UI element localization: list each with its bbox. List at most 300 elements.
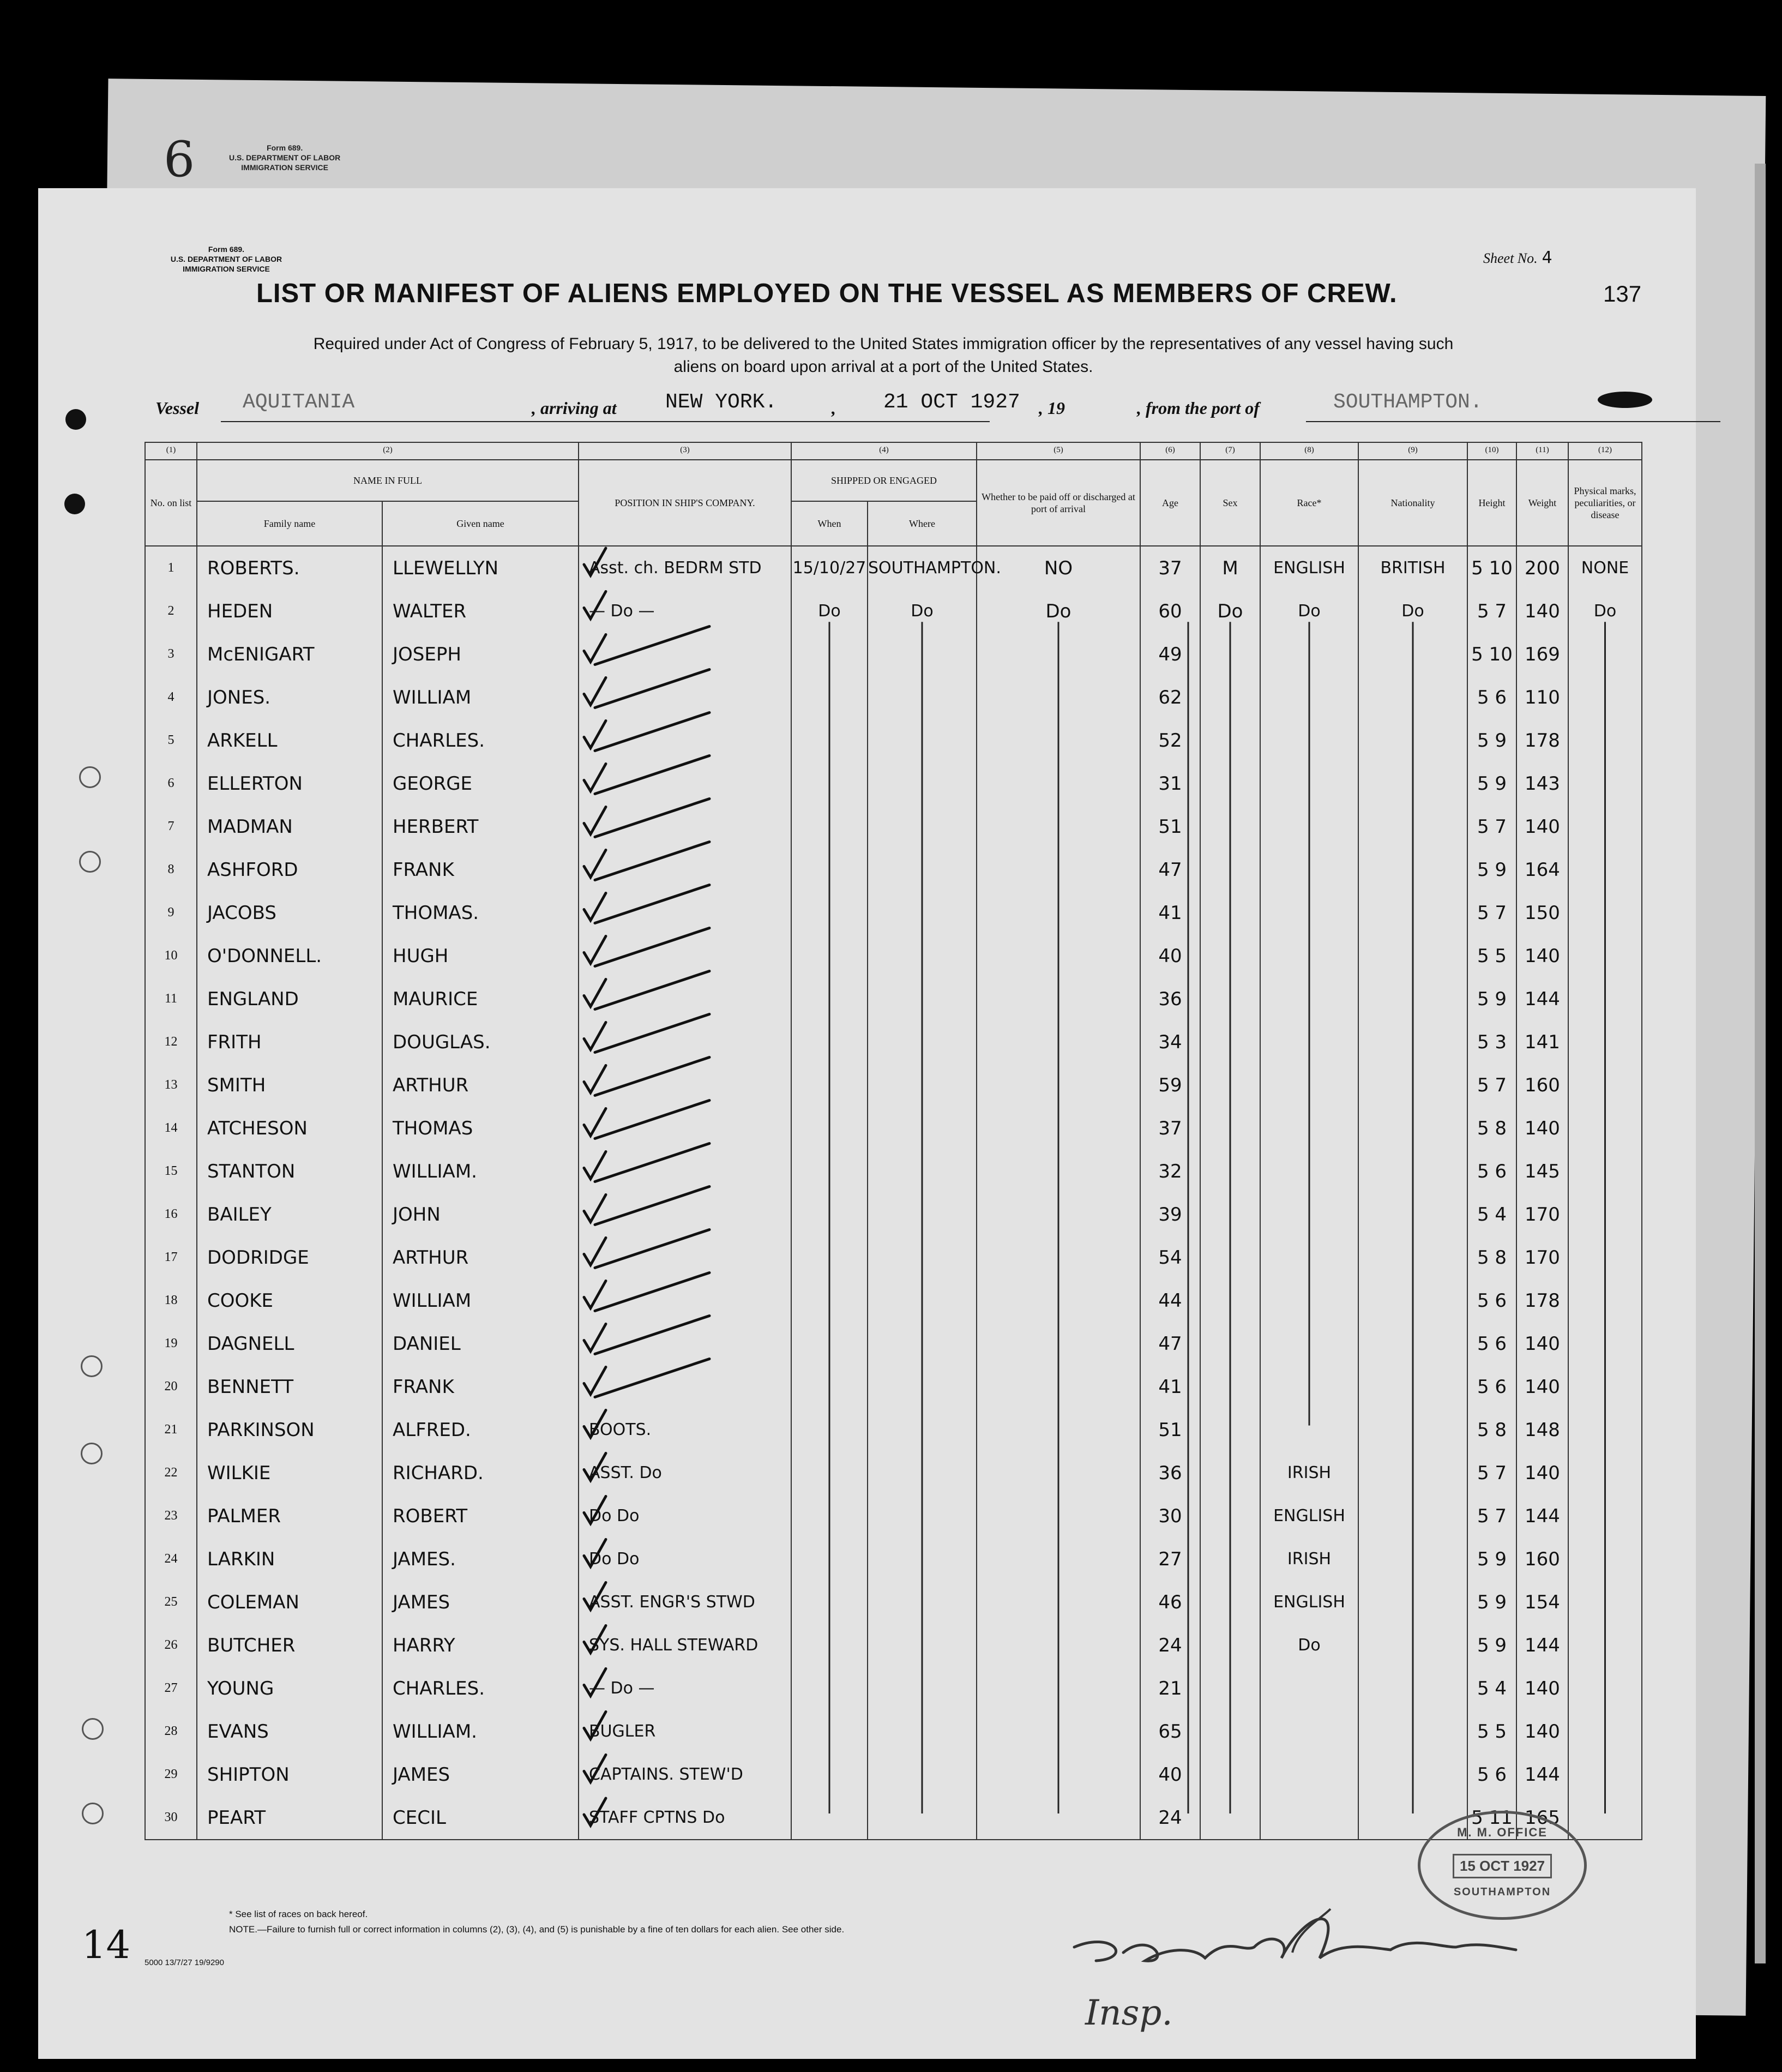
cell-sex xyxy=(1200,676,1260,719)
cell-sex xyxy=(1200,1710,1260,1753)
cell-position: Do Do xyxy=(579,1494,791,1538)
cell-height: 5 7 xyxy=(1467,805,1516,848)
cell-when xyxy=(791,805,868,848)
cell-physical xyxy=(1568,1193,1642,1236)
cell-physical xyxy=(1568,1020,1642,1064)
cell-physical: Do xyxy=(1568,590,1642,633)
cell-nationality xyxy=(1358,1020,1467,1064)
cell-given: FRANK xyxy=(382,848,579,891)
cell-no: 15 xyxy=(145,1150,197,1193)
cell-weight: 160 xyxy=(1516,1064,1568,1107)
cell-race xyxy=(1260,1365,1358,1408)
cell-position xyxy=(579,633,791,676)
cell-physical xyxy=(1568,676,1642,719)
cell-given: ARTHUR xyxy=(382,1236,579,1279)
cell-physical xyxy=(1568,805,1642,848)
header-position: POSITION IN SHIP'S COMPANY. xyxy=(579,460,791,546)
cell-age: 51 xyxy=(1140,1408,1200,1451)
cell-age: 65 xyxy=(1140,1710,1200,1753)
cell-no: 24 xyxy=(145,1538,197,1581)
cell-nationality xyxy=(1358,1451,1467,1494)
cell-race xyxy=(1260,1020,1358,1064)
cell-where: SOUTHAMPTON. xyxy=(868,546,977,590)
cell-family: COLEMAN xyxy=(197,1581,382,1624)
cell-sex xyxy=(1200,934,1260,977)
cell-physical: NONE xyxy=(1568,546,1642,590)
cell-height: 5 8 xyxy=(1467,1236,1516,1279)
cell-physical xyxy=(1568,1624,1642,1667)
cell-where xyxy=(868,1236,977,1279)
table-row xyxy=(145,848,1642,891)
cell-physical xyxy=(1568,977,1642,1020)
cell-nationality xyxy=(1358,805,1467,848)
crew-table xyxy=(145,442,1642,1840)
cell-no: 27 xyxy=(145,1667,197,1710)
cell-when xyxy=(791,1494,868,1538)
cell-height: 5 8 xyxy=(1467,1408,1516,1451)
cell-when xyxy=(791,719,868,762)
cell-no: 12 xyxy=(145,1020,197,1064)
cell-paid xyxy=(977,1796,1140,1840)
cell-age: 62 xyxy=(1140,676,1200,719)
cell-race xyxy=(1260,1322,1358,1365)
cell-family: SMITH xyxy=(197,1064,382,1107)
binder-hole xyxy=(81,1443,103,1464)
cell-weight: 200 xyxy=(1516,546,1568,590)
cell-when xyxy=(791,1150,868,1193)
cell-weight: 170 xyxy=(1516,1193,1568,1236)
cell-height: 5 7 xyxy=(1467,891,1516,934)
cell-race xyxy=(1260,848,1358,891)
cell-given: DANIEL xyxy=(382,1322,579,1365)
cell-position: BOOTS. xyxy=(579,1408,791,1451)
col-3-number: (3) xyxy=(579,442,791,460)
cell-given: ALFRED. xyxy=(382,1408,579,1451)
cell-given: CECIL xyxy=(382,1796,579,1840)
cell-age: 37 xyxy=(1140,546,1200,590)
cell-paid xyxy=(977,848,1140,891)
cell-race xyxy=(1260,633,1358,676)
table-row xyxy=(145,1236,1642,1279)
arriving-label: , arriving at xyxy=(532,398,617,418)
cell-no: 8 xyxy=(145,848,197,891)
table-row xyxy=(145,1365,1642,1408)
cell-race xyxy=(1260,1796,1358,1840)
table-row xyxy=(145,1451,1642,1494)
cell-family: ELLERTON xyxy=(197,762,382,805)
cell-physical xyxy=(1568,762,1642,805)
cell-family: ENGLAND xyxy=(197,977,382,1020)
cell-no: 3 xyxy=(145,633,197,676)
cell-family: DAGNELL xyxy=(197,1322,382,1365)
cell-family: JACOBS xyxy=(197,891,382,934)
cell-paid xyxy=(977,891,1140,934)
cell-nationality xyxy=(1358,848,1467,891)
cell-age: 60 xyxy=(1140,590,1200,633)
cell-race xyxy=(1260,1107,1358,1150)
binder-hole xyxy=(65,409,86,430)
table-row xyxy=(145,1279,1642,1322)
cell-when xyxy=(791,1064,868,1107)
cell-no: 9 xyxy=(145,891,197,934)
cell-given: ROBERT xyxy=(382,1494,579,1538)
cell-age: 27 xyxy=(1140,1538,1200,1581)
cell-when xyxy=(791,1408,868,1451)
cell-nationality xyxy=(1358,719,1467,762)
cell-given: JOHN xyxy=(382,1193,579,1236)
cell-paid xyxy=(977,1365,1140,1408)
cell-when xyxy=(791,1279,868,1322)
cell-weight: 140 xyxy=(1516,1365,1568,1408)
header-race: Race* xyxy=(1260,460,1358,546)
cell-no: 10 xyxy=(145,934,197,977)
cell-given: WILLIAM. xyxy=(382,1710,579,1753)
cell-family: O'DONNELL. xyxy=(197,934,382,977)
cell-no: 13 xyxy=(145,1064,197,1107)
cell-where xyxy=(868,891,977,934)
cell-nationality xyxy=(1358,1150,1467,1193)
table-row xyxy=(145,1753,1642,1796)
cell-no: 7 xyxy=(145,805,197,848)
cell-paid xyxy=(977,934,1140,977)
cell-family: PEART xyxy=(197,1796,382,1840)
cell-where xyxy=(868,1107,977,1150)
header-weight: Weight xyxy=(1516,460,1568,546)
cell-where xyxy=(868,1365,977,1408)
cell-sex xyxy=(1200,1064,1260,1107)
cell-position xyxy=(579,1322,791,1365)
cell-position xyxy=(579,1236,791,1279)
cell-when xyxy=(791,762,868,805)
cell-weight: 164 xyxy=(1516,848,1568,891)
cell-sex xyxy=(1200,848,1260,891)
cell-age: 36 xyxy=(1140,977,1200,1020)
table-row xyxy=(145,1408,1642,1451)
cell-race: IRISH xyxy=(1260,1538,1358,1581)
cell-paid xyxy=(977,1107,1140,1150)
binder-hole xyxy=(82,1803,104,1824)
cell-sex xyxy=(1200,805,1260,848)
cell-sex xyxy=(1200,1624,1260,1667)
header-when: When xyxy=(791,501,868,546)
cell-physical xyxy=(1568,891,1642,934)
cell-nationality xyxy=(1358,1064,1467,1107)
table-row xyxy=(145,1020,1642,1064)
cell-when xyxy=(791,1322,868,1365)
cell-age: 24 xyxy=(1140,1796,1200,1840)
cell-where xyxy=(868,1624,977,1667)
cell-weight: 140 xyxy=(1516,1322,1568,1365)
cell-weight: 144 xyxy=(1516,1494,1568,1538)
table-row xyxy=(145,633,1642,676)
cell-weight: 140 xyxy=(1516,934,1568,977)
header-paid-off: Whether to be paid off or discharged at port of arrival xyxy=(977,460,1140,546)
cell-family: PALMER xyxy=(197,1494,382,1538)
cell-where xyxy=(868,977,977,1020)
table-row xyxy=(145,977,1642,1020)
cell-position: Asst. ch. BEDRM STD xyxy=(579,546,791,590)
cell-paid xyxy=(977,805,1140,848)
cell-physical xyxy=(1568,1408,1642,1451)
cell-paid xyxy=(977,1236,1140,1279)
cell-when xyxy=(791,633,868,676)
cell-family: ROBERTS. xyxy=(197,546,382,590)
cell-race: Do xyxy=(1260,1624,1358,1667)
cell-sex xyxy=(1200,1408,1260,1451)
cell-position xyxy=(579,1020,791,1064)
footer-note-races: * See list of races on back hereof. xyxy=(229,1909,368,1919)
header-given-name: Given name xyxy=(382,501,579,546)
cell-sex xyxy=(1200,1581,1260,1624)
cell-position: CAPTAINS. STEW'D xyxy=(579,1753,791,1796)
cell-physical xyxy=(1568,1494,1642,1538)
cell-age: 39 xyxy=(1140,1193,1200,1236)
cell-physical xyxy=(1568,1236,1642,1279)
cell-weight: 160 xyxy=(1516,1538,1568,1581)
cell-family: JONES. xyxy=(197,676,382,719)
cell-family: MADMAN xyxy=(197,805,382,848)
cell-position: SYS. HALL STEWARD xyxy=(579,1624,791,1667)
cell-sex xyxy=(1200,633,1260,676)
cell-no: 6 xyxy=(145,762,197,805)
cell-nationality xyxy=(1358,1236,1467,1279)
cell-weight: 144 xyxy=(1516,1624,1568,1667)
cell-race: ENGLISH xyxy=(1260,546,1358,590)
cell-position xyxy=(579,1150,791,1193)
table-row xyxy=(145,1667,1642,1710)
office-stamp: M. M. OFFICE 15 OCT 1927 SOUTHAMPTON xyxy=(1418,1811,1587,1920)
cell-sex: Do xyxy=(1200,590,1260,633)
col-11-number: (11) xyxy=(1516,442,1568,460)
cell-given: WALTER xyxy=(382,590,579,633)
cell-nationality xyxy=(1358,1581,1467,1624)
cell-when xyxy=(791,1538,868,1581)
cell-no: 30 xyxy=(145,1796,197,1840)
cell-when xyxy=(791,848,868,891)
cell-where xyxy=(868,934,977,977)
cell-paid xyxy=(977,1538,1140,1581)
cell-physical xyxy=(1568,1581,1642,1624)
col-6-number: (6) xyxy=(1140,442,1200,460)
year-label: , 19 xyxy=(1039,398,1065,418)
cell-height: 5 7 xyxy=(1467,1494,1516,1538)
page-number: 137 xyxy=(1603,281,1642,307)
table-row xyxy=(145,719,1642,762)
cell-sex xyxy=(1200,977,1260,1020)
table-row xyxy=(145,1581,1642,1624)
cell-given: HUGH xyxy=(382,934,579,977)
cell-age: 51 xyxy=(1140,805,1200,848)
back-sheet-mark: 6 xyxy=(164,131,195,188)
cell-physical xyxy=(1568,1107,1642,1150)
table-row xyxy=(145,1064,1642,1107)
cell-height: 5 6 xyxy=(1467,1279,1516,1322)
cell-physical xyxy=(1568,1322,1642,1365)
cell-family: DODRIDGE xyxy=(197,1236,382,1279)
vessel-label: Vessel xyxy=(155,398,199,418)
cell-height: 5 11 xyxy=(1467,1796,1516,1840)
cell-height: 5 9 xyxy=(1467,1624,1516,1667)
table-row xyxy=(145,546,1642,590)
cell-paid xyxy=(977,1710,1140,1753)
cell-no: 25 xyxy=(145,1581,197,1624)
cell-sex xyxy=(1200,1753,1260,1796)
cell-position: ASST. Do xyxy=(579,1451,791,1494)
cell-race xyxy=(1260,1753,1358,1796)
header-height: Height xyxy=(1467,460,1516,546)
footer-note-penalty: NOTE.—Failure to furnish full or correct information in columns (2), (3), (4), and (5) is punishable by a fine of ten dollars for each alien. See other side. xyxy=(229,1924,845,1935)
cell-when xyxy=(791,1451,868,1494)
cell-physical xyxy=(1568,633,1642,676)
cell-sex xyxy=(1200,719,1260,762)
cell-height: 5 3 xyxy=(1467,1020,1516,1064)
cell-sex xyxy=(1200,891,1260,934)
cell-age: 47 xyxy=(1140,1322,1200,1365)
cell-weight: 150 xyxy=(1516,891,1568,934)
cell-given: WILLIAM xyxy=(382,676,579,719)
cell-height: 5 6 xyxy=(1467,1753,1516,1796)
cell-paid xyxy=(977,719,1140,762)
cell-no: 2 xyxy=(145,590,197,633)
table-row xyxy=(145,1494,1642,1538)
cell-given: CHARLES. xyxy=(382,719,579,762)
cell-given: JOSEPH xyxy=(382,633,579,676)
cell-where xyxy=(868,1753,977,1796)
binder-hole xyxy=(81,1355,103,1377)
cell-family: STANTON xyxy=(197,1150,382,1193)
col-5-number: (5) xyxy=(977,442,1140,460)
col-8-number: (8) xyxy=(1260,442,1358,460)
cell-given: RICHARD. xyxy=(382,1451,579,1494)
cell-weight: 144 xyxy=(1516,1753,1568,1796)
cell-weight: 165 xyxy=(1516,1796,1568,1840)
cell-paid xyxy=(977,1581,1140,1624)
cell-race xyxy=(1260,934,1358,977)
redaction-blot xyxy=(1598,392,1652,408)
cell-sex xyxy=(1200,1667,1260,1710)
cell-given: JAMES xyxy=(382,1581,579,1624)
cell-age: 34 xyxy=(1140,1020,1200,1064)
col-7-number: (7) xyxy=(1200,442,1260,460)
cell-position: — Do — xyxy=(579,1667,791,1710)
cell-when xyxy=(791,1107,868,1150)
cell-race xyxy=(1260,805,1358,848)
cell-physical xyxy=(1568,1667,1642,1710)
margin-handwritten-number: 14 xyxy=(82,1923,131,1967)
cell-race xyxy=(1260,1408,1358,1451)
cell-family: COOKE xyxy=(197,1279,382,1322)
table-row xyxy=(145,805,1642,848)
cell-race xyxy=(1260,977,1358,1020)
cell-when xyxy=(791,1365,868,1408)
cell-race xyxy=(1260,719,1358,762)
cell-physical xyxy=(1568,1150,1642,1193)
table-row xyxy=(145,1796,1642,1840)
cell-where xyxy=(868,1710,977,1753)
cell-position xyxy=(579,1064,791,1107)
cell-nationality xyxy=(1358,977,1467,1020)
cell-height: 5 7 xyxy=(1467,1451,1516,1494)
cell-race xyxy=(1260,891,1358,934)
cell-family: WILKIE xyxy=(197,1451,382,1494)
cell-nationality xyxy=(1358,1322,1467,1365)
cell-given: FRANK xyxy=(382,1365,579,1408)
cell-weight: 110 xyxy=(1516,676,1568,719)
cell-family: BENNETT xyxy=(197,1365,382,1408)
cell-physical xyxy=(1568,719,1642,762)
header-name-in-full: NAME IN FULL xyxy=(197,460,579,501)
binder-hole xyxy=(82,1718,104,1740)
cell-weight: 140 xyxy=(1516,1107,1568,1150)
cell-where xyxy=(868,1193,977,1236)
cell-where xyxy=(868,719,977,762)
table-row xyxy=(145,590,1642,633)
cell-nationality xyxy=(1358,1408,1467,1451)
table-row xyxy=(145,1624,1642,1667)
cell-sex xyxy=(1200,1150,1260,1193)
cell-sex: M xyxy=(1200,546,1260,590)
table-row xyxy=(145,891,1642,934)
cell-race xyxy=(1260,1667,1358,1710)
cell-age: 31 xyxy=(1140,762,1200,805)
header-sex: Sex xyxy=(1200,460,1260,546)
cell-family: ASHFORD xyxy=(197,848,382,891)
cell-given: WILLIAM xyxy=(382,1279,579,1322)
cell-paid xyxy=(977,1193,1140,1236)
header-where: Where xyxy=(868,501,977,546)
table-row xyxy=(145,1150,1642,1193)
cell-race xyxy=(1260,1710,1358,1753)
cell-weight: 140 xyxy=(1516,1451,1568,1494)
col-10-number: (10) xyxy=(1467,442,1516,460)
cell-given: JAMES. xyxy=(382,1538,579,1581)
cell-position: Do Do xyxy=(579,1538,791,1581)
header-family-name: Family name xyxy=(197,501,382,546)
cell-nationality: BRITISH xyxy=(1358,546,1467,590)
cell-where xyxy=(868,762,977,805)
cell-race xyxy=(1260,1064,1358,1107)
cell-family: SHIPTON xyxy=(197,1753,382,1796)
cell-nationality xyxy=(1358,762,1467,805)
cell-height: 5 9 xyxy=(1467,1538,1516,1581)
cell-family: BAILEY xyxy=(197,1193,382,1236)
cell-height: 5 9 xyxy=(1467,762,1516,805)
cell-when xyxy=(791,1796,868,1840)
cell-when xyxy=(791,1020,868,1064)
cell-nationality: Do xyxy=(1358,590,1467,633)
cell-age: 30 xyxy=(1140,1494,1200,1538)
cell-nationality xyxy=(1358,1107,1467,1150)
cell-no: 29 xyxy=(145,1753,197,1796)
back-sheet-header: Form 689. U.S. DEPARTMENT OF LABOR IMMIGRATION SERVICE xyxy=(229,143,341,172)
cell-nationality xyxy=(1358,1193,1467,1236)
cell-no: 23 xyxy=(145,1494,197,1538)
cell-position xyxy=(579,934,791,977)
cell-age: 49 xyxy=(1140,633,1200,676)
cell-nationality xyxy=(1358,1279,1467,1322)
cell-height: 5 6 xyxy=(1467,1365,1516,1408)
cell-nationality xyxy=(1358,1753,1467,1796)
cell-age: 54 xyxy=(1140,1236,1200,1279)
cell-sex xyxy=(1200,762,1260,805)
cell-where xyxy=(868,848,977,891)
departure-port: SOUTHAMPTON. xyxy=(1333,391,1483,414)
cell-position: STAFF CPTNS Do xyxy=(579,1796,791,1840)
cell-weight: 169 xyxy=(1516,633,1568,676)
cell-no: 4 xyxy=(145,676,197,719)
cell-position xyxy=(579,1279,791,1322)
cell-paid xyxy=(977,1150,1140,1193)
